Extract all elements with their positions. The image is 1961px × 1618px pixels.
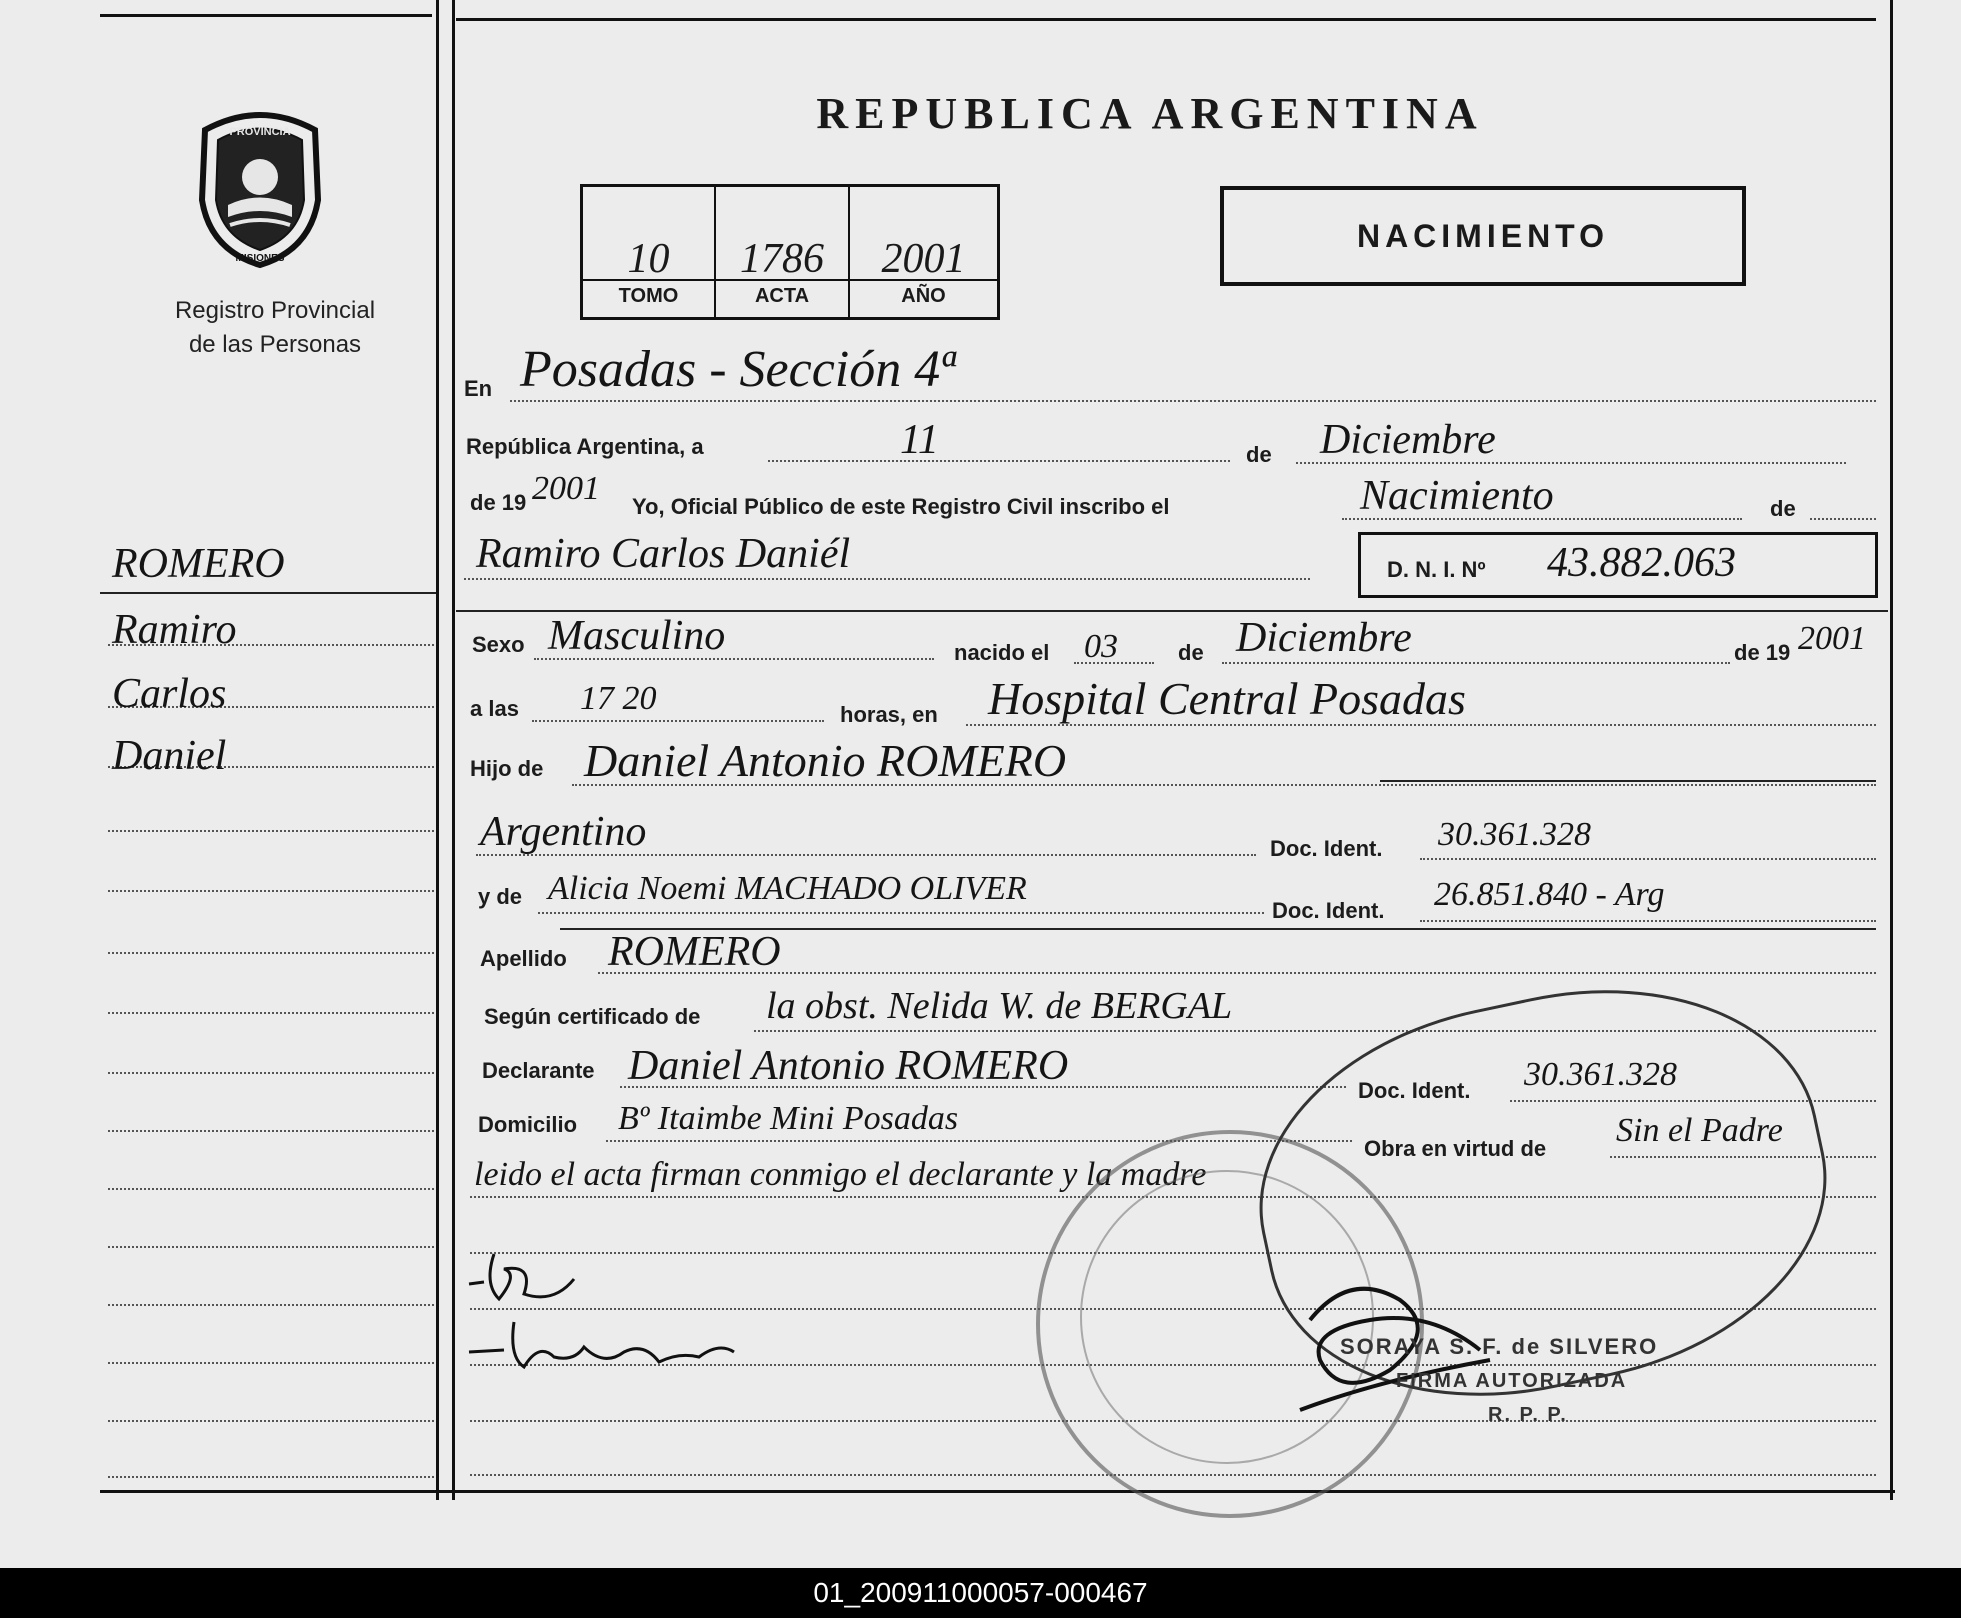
margin-second-name: Carlos: [112, 671, 227, 717]
country-title: REPUBLICA ARGENTINA: [816, 89, 1484, 138]
day-value: 11: [900, 417, 939, 463]
de2-label: de: [1770, 496, 1796, 521]
margin-line: [108, 1130, 434, 1132]
birth-day-value: 03: [1084, 628, 1118, 665]
margin-line: [108, 1476, 434, 1478]
de3-label: de: [1178, 640, 1204, 665]
en-value: Posadas - Sección 4ª: [520, 341, 955, 398]
margin-line: [108, 1304, 434, 1306]
mother-doc-line: [1420, 920, 1876, 922]
official-text: Yo, Oficial Público de este Registro Civil inscribo el: [632, 494, 1170, 519]
yde-label: y de: [478, 884, 523, 909]
en-line: [510, 400, 1876, 402]
republica-label: República Argentina, a: [466, 434, 704, 459]
de-label: de: [1246, 442, 1272, 467]
acta-value: 1786: [740, 236, 824, 282]
hour-value: 17 20: [580, 680, 657, 717]
segun-label: Según certificado de: [484, 1004, 701, 1029]
margin-line: [108, 1188, 434, 1190]
mother-doc-value: 26.851.840 - Arg: [1434, 876, 1665, 913]
declarant-signature: [464, 1244, 624, 1314]
birth-month-line: [1222, 662, 1730, 664]
margin-line: [108, 890, 434, 892]
father-nationality: Argentino: [480, 809, 647, 855]
volume-box: [580, 184, 1000, 320]
bottom-rule: [100, 1490, 1895, 1493]
volume-cell-acta: [716, 187, 850, 317]
ano-value: 2001: [881, 236, 966, 282]
act-type-box: NACIMIENTO: [1220, 186, 1746, 286]
child-name-value: Ramiro Carlos Daniél: [476, 531, 851, 577]
ano-label: AÑO: [901, 285, 946, 307]
margin-line: [108, 952, 434, 954]
registry-name: [110, 294, 440, 362]
volume-cell-ano: [850, 187, 997, 317]
margin-line: [108, 1012, 434, 1014]
alas-label: a las: [470, 696, 519, 721]
section-rule-2: [1380, 780, 1876, 782]
declarante-label: Declarante: [482, 1058, 595, 1083]
birth-month-value: Diciembre: [1236, 615, 1412, 661]
margin-third-name: Daniel: [112, 733, 227, 779]
dni-label: D. N. I. Nº: [1387, 557, 1486, 582]
de4-label: de 19: [1734, 640, 1791, 665]
birth-year-value: 2001: [1798, 620, 1866, 657]
svg-text:MISIONES: MISIONES: [235, 253, 285, 264]
segun-value: la obst. Nelida W. de BERGAL: [766, 985, 1233, 1027]
de-year-label: de 19: [470, 490, 527, 515]
obra-value: Sin el Padre: [1616, 1112, 1783, 1149]
margin-first-name: Ramiro: [112, 607, 237, 653]
horas-label: horas, en: [840, 702, 938, 727]
year-value: 2001: [532, 470, 600, 507]
volume-cell-tomo: [583, 187, 716, 317]
tomo-label: TOMO: [618, 285, 679, 307]
main-column-left-edge: [452, 0, 455, 1500]
obra-label: Obra en virtud de: [1364, 1136, 1547, 1161]
act-value: Nacimiento: [1360, 473, 1554, 519]
domicilio-label: Domicilio: [478, 1112, 578, 1137]
dni-value: 43.882.063: [1547, 540, 1736, 586]
nacido-label: nacido el: [954, 640, 1050, 665]
declarante-doc-label: Doc. Ident.: [1358, 1078, 1471, 1103]
svg-text:PROVINCIA: PROVINCIA: [229, 126, 291, 138]
acta-label: ACTA: [754, 285, 810, 307]
closing-text: leido el acta firman conmigo el declarante y la madre: [474, 1156, 1207, 1193]
mother-line: [538, 912, 1264, 914]
mother-signature: [464, 1312, 744, 1382]
apellido-line: [598, 972, 1876, 974]
margin-line: [108, 830, 434, 832]
father-doc-label: Doc. Ident.: [1270, 836, 1383, 861]
declarante-value: Daniel Antonio ROMERO: [628, 1043, 1069, 1089]
margin-line: [108, 1362, 434, 1364]
hijo-label: Hijo de: [470, 756, 544, 781]
mother-value: Alicia Noemi MACHADO OLIVER: [548, 870, 1027, 907]
margin-rule: [100, 592, 436, 594]
top-rule-right: [456, 18, 1876, 21]
father-doc-value: 30.361.328: [1438, 816, 1591, 853]
margin-surname: ROMERO: [112, 541, 285, 587]
place-value: Hospital Central Posadas: [988, 673, 1466, 724]
provincial-seal-icon: [190, 105, 330, 270]
margin-line: [108, 1420, 434, 1422]
apellido-value: ROMERO: [608, 929, 781, 975]
hour-line: [532, 720, 824, 722]
registry-line-2: de las Personas: [188, 331, 362, 358]
top-rule-left: [100, 14, 432, 17]
de2-line: [1810, 518, 1876, 520]
sexo-value: Masculino: [548, 613, 726, 659]
en-label: En: [464, 376, 493, 401]
domicilio-value: Bº Itaimbe Mini Posadas: [618, 1100, 959, 1137]
file-id: 01_200911000057-000467: [813, 1577, 1148, 1608]
registry-line-1: Registro Provincial: [174, 297, 376, 324]
declarante-doc-value: 30.361.328: [1524, 1056, 1677, 1093]
father-value: Daniel Antonio ROMERO: [584, 735, 1067, 786]
stamp-office: R. P. P.: [1488, 1404, 1568, 1426]
file-id-bar: [0, 1568, 1961, 1618]
month-value: Diciembre: [1320, 417, 1496, 463]
main-column-right-edge: [1890, 0, 1893, 1500]
dni-box: [1358, 532, 1878, 598]
sexo-label: Sexo: [472, 632, 525, 657]
father-doc-line: [1420, 858, 1876, 860]
left-column-divider: [436, 0, 439, 1500]
margin-line: [108, 1246, 434, 1248]
apellido-label: Apellido: [480, 946, 567, 971]
margin-line: [108, 1072, 434, 1074]
stamp-official-title: FIRMA AUTORIZADA: [1396, 1370, 1628, 1392]
mother-doc-label: Doc. Ident.: [1272, 898, 1385, 923]
child-name-line: [464, 578, 1310, 580]
day-line: [768, 460, 1230, 462]
tomo-value: 10: [627, 236, 670, 282]
stamp-official-name: SORAYA S. F. de SILVERO: [1340, 1334, 1659, 1359]
